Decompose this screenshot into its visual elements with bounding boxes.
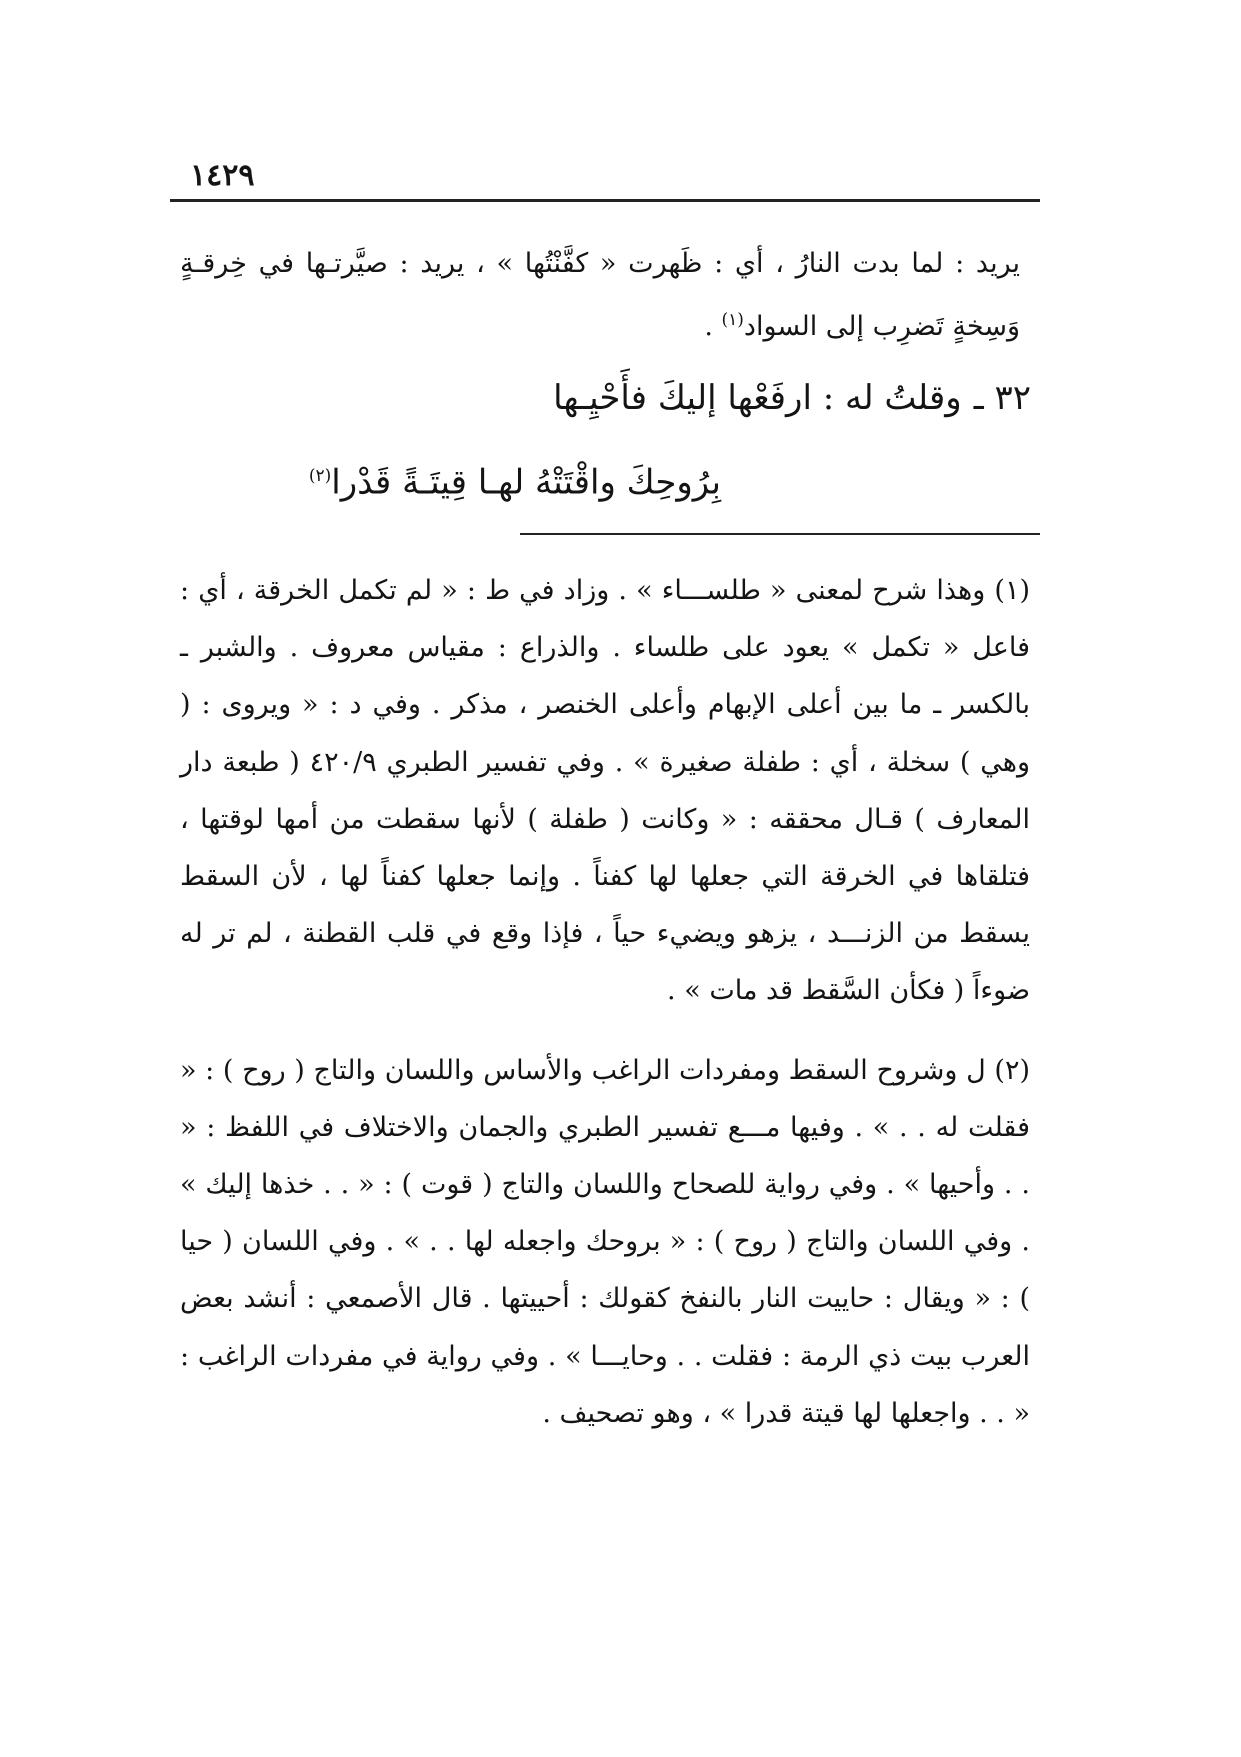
verse-line-2: [309, 452, 721, 506]
footnote-1: (١) وهذا شرح لمعنى « طلســـاء » . وزاد في ط : « لم تكمل الخرقة ، أي : فاعل « تكمل » يعود على طلساء . والذراع : مقياس معروف . والشبر ـ بالكسر ـ ما بين أعلى الإبهام وأعلى الخنصر ، مذكر . وفي د : « ويروى : ( وهي ) سخلة ، أي : طفلة صغيرة » . وفي تفسير الطبري ٤٢٠/٩ ( طبعة دار المعارف ) قـال محققه : « وكانت ( طفلة ) لأنها سقطت من أمها لوقتها ، فتلقاها في الخرقة التي جعلها لها كفناً . وإنما جعلها كفناً لها ، لأن السقط يسقط من الزنـــد ، يزهو ويضيء حياً ، فإذا وقع في قلب القطنة ، لم تر له ضوءاً ( فكأن السَّقط قد مات » .: [180, 575, 1030, 1007]
footnote-ref-1: (١): [721, 310, 744, 330]
verse-line-1: [553, 374, 1031, 422]
verse-number: ٣٢ ـ: [973, 378, 1031, 418]
verse-hemistich-2: بِرُوحِكَ واقْتَتْهُ لهـا قِيتَـةً قَدْرا: [331, 462, 721, 503]
commentary-text: [180, 236, 1020, 355]
footnote-separator: [520, 533, 1040, 535]
header-rule: [170, 199, 1040, 202]
footnotes: [180, 562, 1030, 1442]
commentary-line-end: .: [704, 311, 722, 342]
page-number: ١٤٢٩: [190, 158, 255, 193]
footnote-2: (٢) ل وشروح السقط ومفردات الراغب والأساس واللسان والتاج ( روح ) : « فقلت له . . » . وفيها مـــع تفسير الطبري والجمان والاختلاف في اللفظ : « . . وأحيها » . وفي رواية للصحاح واللسان والتاج ( قوت ) : « . . خذها إليك » . وفي اللسان والتاج ( روح ) : « بروحك واجعله لها . . » . وفي اللسان ( حيا ) : « ويقال : حاييت النار بالنفخ كقولك : أحييتها . قال الأصمعي : أنشد بعض العرب بيت ذي الرمة : فقلت . . وحايـــا » . وفي رواية في مفردات الراغب : « . . واجعلها لها قيتة قدرا » ، وهو تصحيف .: [180, 1054, 1030, 1429]
verse-hemistich-1: وقلتُ له : ارفَعْها إليكَ فأَحْيِـها: [553, 378, 962, 418]
footnote-ref-2: (٢): [308, 466, 332, 486]
commentary-line: يريد : لما بدت النارُ ، أي : ظَهرت « كفَّنْتُها » ، يريد : صيَّرتـها في خِرقـةٍ وَسِخةٍ تَضرِب إلى السواد: [180, 248, 1020, 342]
